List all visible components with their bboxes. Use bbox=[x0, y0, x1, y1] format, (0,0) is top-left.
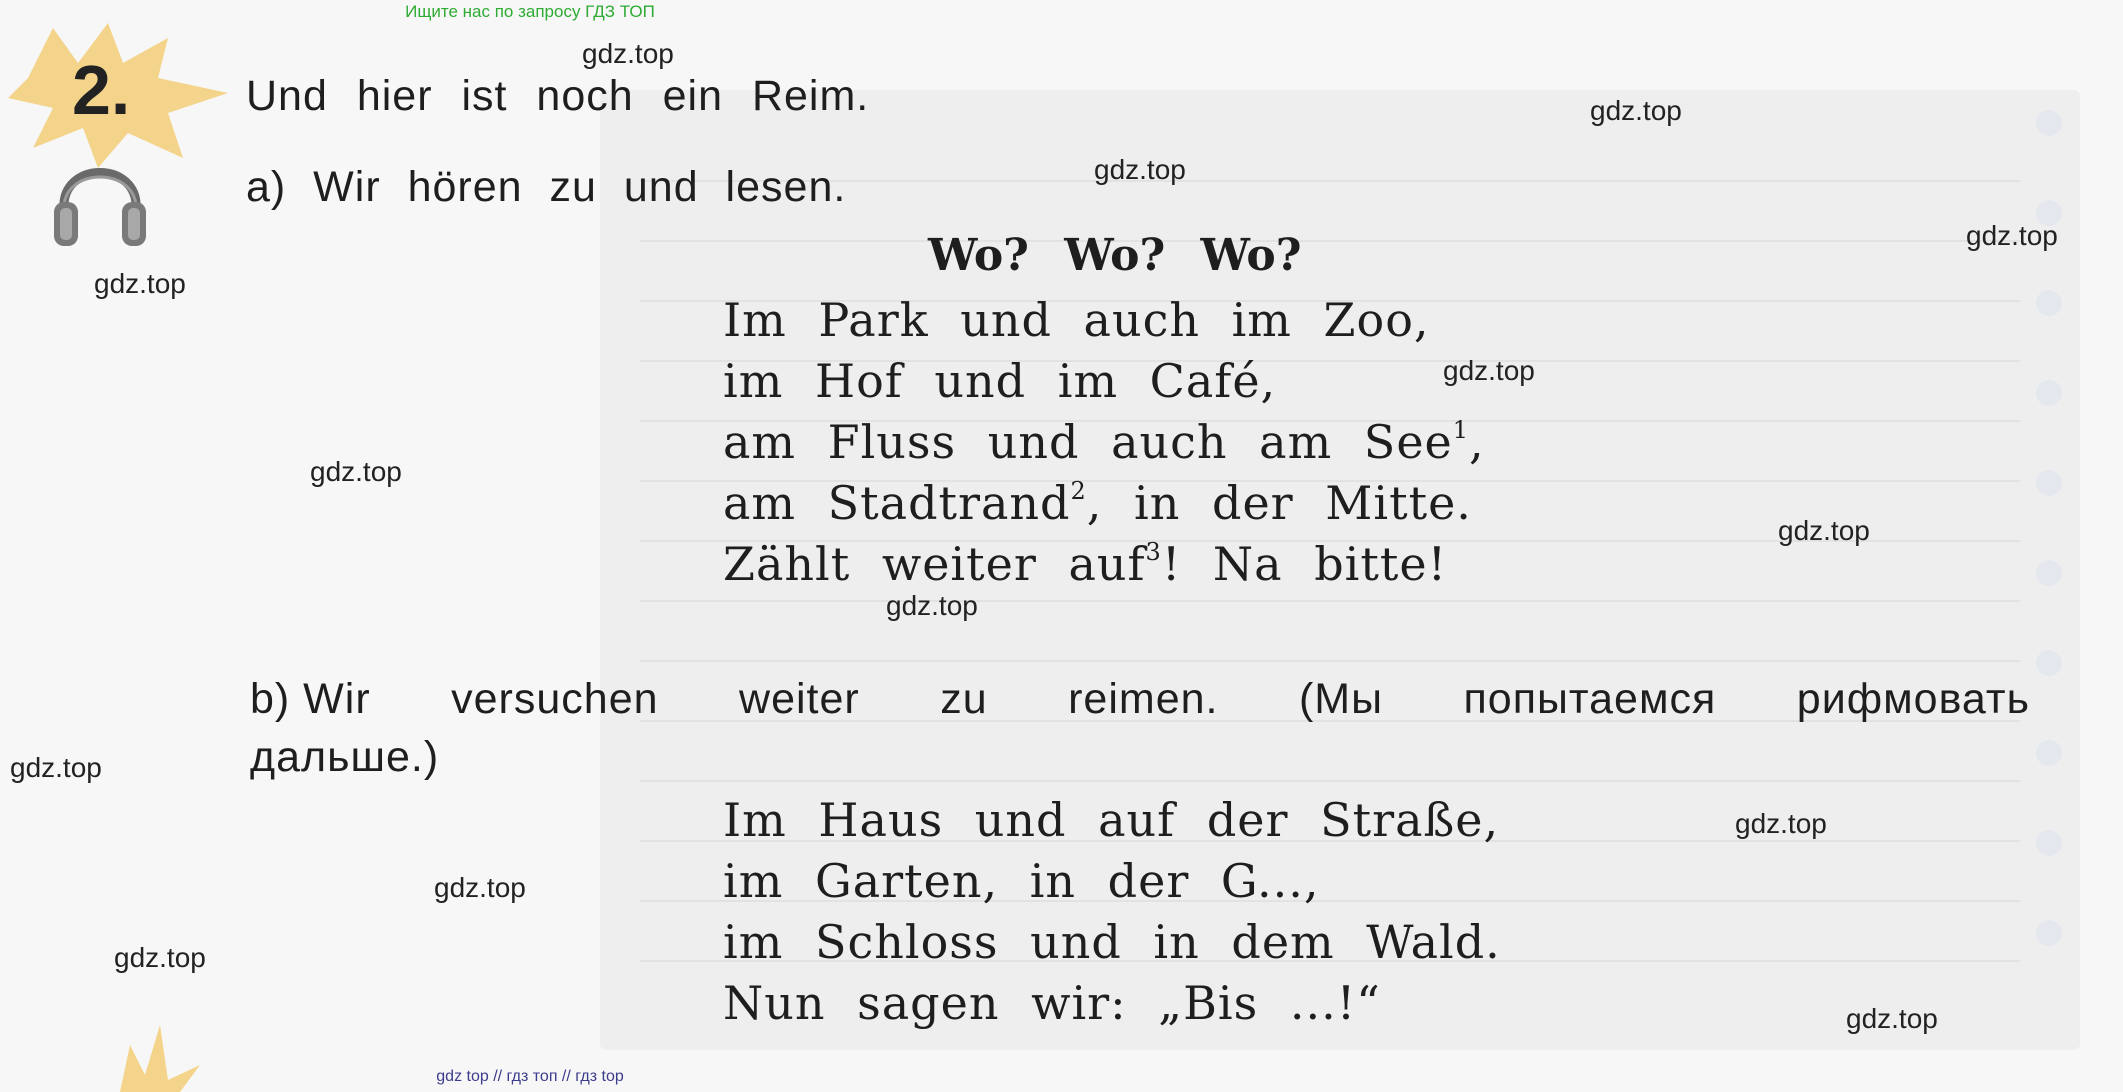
part-b-word: zu bbox=[940, 675, 988, 723]
footnote-marker: 1 bbox=[1452, 416, 1470, 444]
watermark: gdz.top bbox=[10, 752, 102, 783]
poem-1-line: Im Park und auch im Zoo, bbox=[723, 293, 1430, 347]
footnote-marker: 2 bbox=[1070, 477, 1087, 505]
headphones-icon[interactable] bbox=[50, 140, 150, 250]
task-title: Und hier ist noch ein Reim. bbox=[246, 72, 870, 120]
watermark: gdz.top bbox=[582, 38, 674, 69]
watermark: gdz.top bbox=[1846, 1003, 1938, 1034]
watermark: gdz.top bbox=[434, 872, 526, 903]
poem-text: Zählt weiter auf bbox=[723, 537, 1146, 591]
watermark: gdz.top bbox=[1094, 154, 1186, 185]
watermark: gdz.top bbox=[1590, 95, 1682, 126]
poem-text: ! Na bitte! bbox=[1161, 537, 1448, 591]
search-hint-link[interactable]: Ищите нас по запросу ГДЗ ТОП bbox=[405, 2, 655, 21]
part-b-word: weiter bbox=[739, 675, 860, 723]
poem-2-line: Nun sagen wir: „Bis ...!“ bbox=[723, 976, 1381, 1030]
poem-text: , in der Mitte. bbox=[1086, 476, 1472, 530]
poem-1-line bbox=[723, 473, 1485, 534]
poem-text: am Fluss und auch am See bbox=[723, 415, 1453, 469]
poem-2-line: im Schloss und in dem Wald. bbox=[723, 915, 1501, 969]
poem-1-line: im Hof und im Café, bbox=[723, 354, 1277, 408]
watermark: gdz.top bbox=[114, 942, 206, 973]
poem-2-line: im Garten, in der G..., bbox=[723, 854, 1320, 908]
part-a-instruction: a) Wir hören zu und lesen. bbox=[246, 163, 847, 211]
poem-2 bbox=[723, 790, 1501, 1034]
part-b-word: versuchen bbox=[451, 675, 659, 723]
part-b-word: рифмовать bbox=[1796, 675, 2030, 723]
footnote-marker: 3 bbox=[1145, 538, 1162, 566]
part-b-word: попытаемся bbox=[1463, 675, 1717, 723]
watermark: gdz.top bbox=[1966, 220, 2058, 251]
watermark: gdz.top bbox=[94, 268, 186, 299]
poem-text: am Stadtrand bbox=[723, 476, 1071, 530]
poem-title: Wo? Wo? Wo? bbox=[928, 230, 1302, 281]
task-number: 2. bbox=[72, 51, 131, 129]
poem-1 bbox=[723, 290, 1485, 595]
part-b-word: b) Wir bbox=[250, 675, 371, 723]
watermark: gdz.top bbox=[1778, 515, 1870, 546]
watermark: gdz.top bbox=[1735, 808, 1827, 839]
watermark: gdz.top bbox=[886, 590, 978, 621]
poem-1-line bbox=[723, 412, 1485, 473]
part-b-word: reimen. bbox=[1068, 675, 1219, 723]
poem-1-line bbox=[723, 534, 1485, 595]
watermark: gdz.top bbox=[310, 456, 402, 487]
poem-2-line: Im Haus und auf der Straße, bbox=[723, 793, 1500, 847]
watermark: gdz.top bbox=[1443, 355, 1535, 386]
part-b-word: (Мы bbox=[1298, 675, 1384, 723]
part-b-line2: дальше.) bbox=[250, 733, 440, 781]
part-b-instruction bbox=[250, 670, 2030, 786]
footer-links[interactable]: gdz top // гдз топ // гдз top bbox=[436, 1068, 624, 1085]
poem-text: , bbox=[1469, 415, 1485, 469]
